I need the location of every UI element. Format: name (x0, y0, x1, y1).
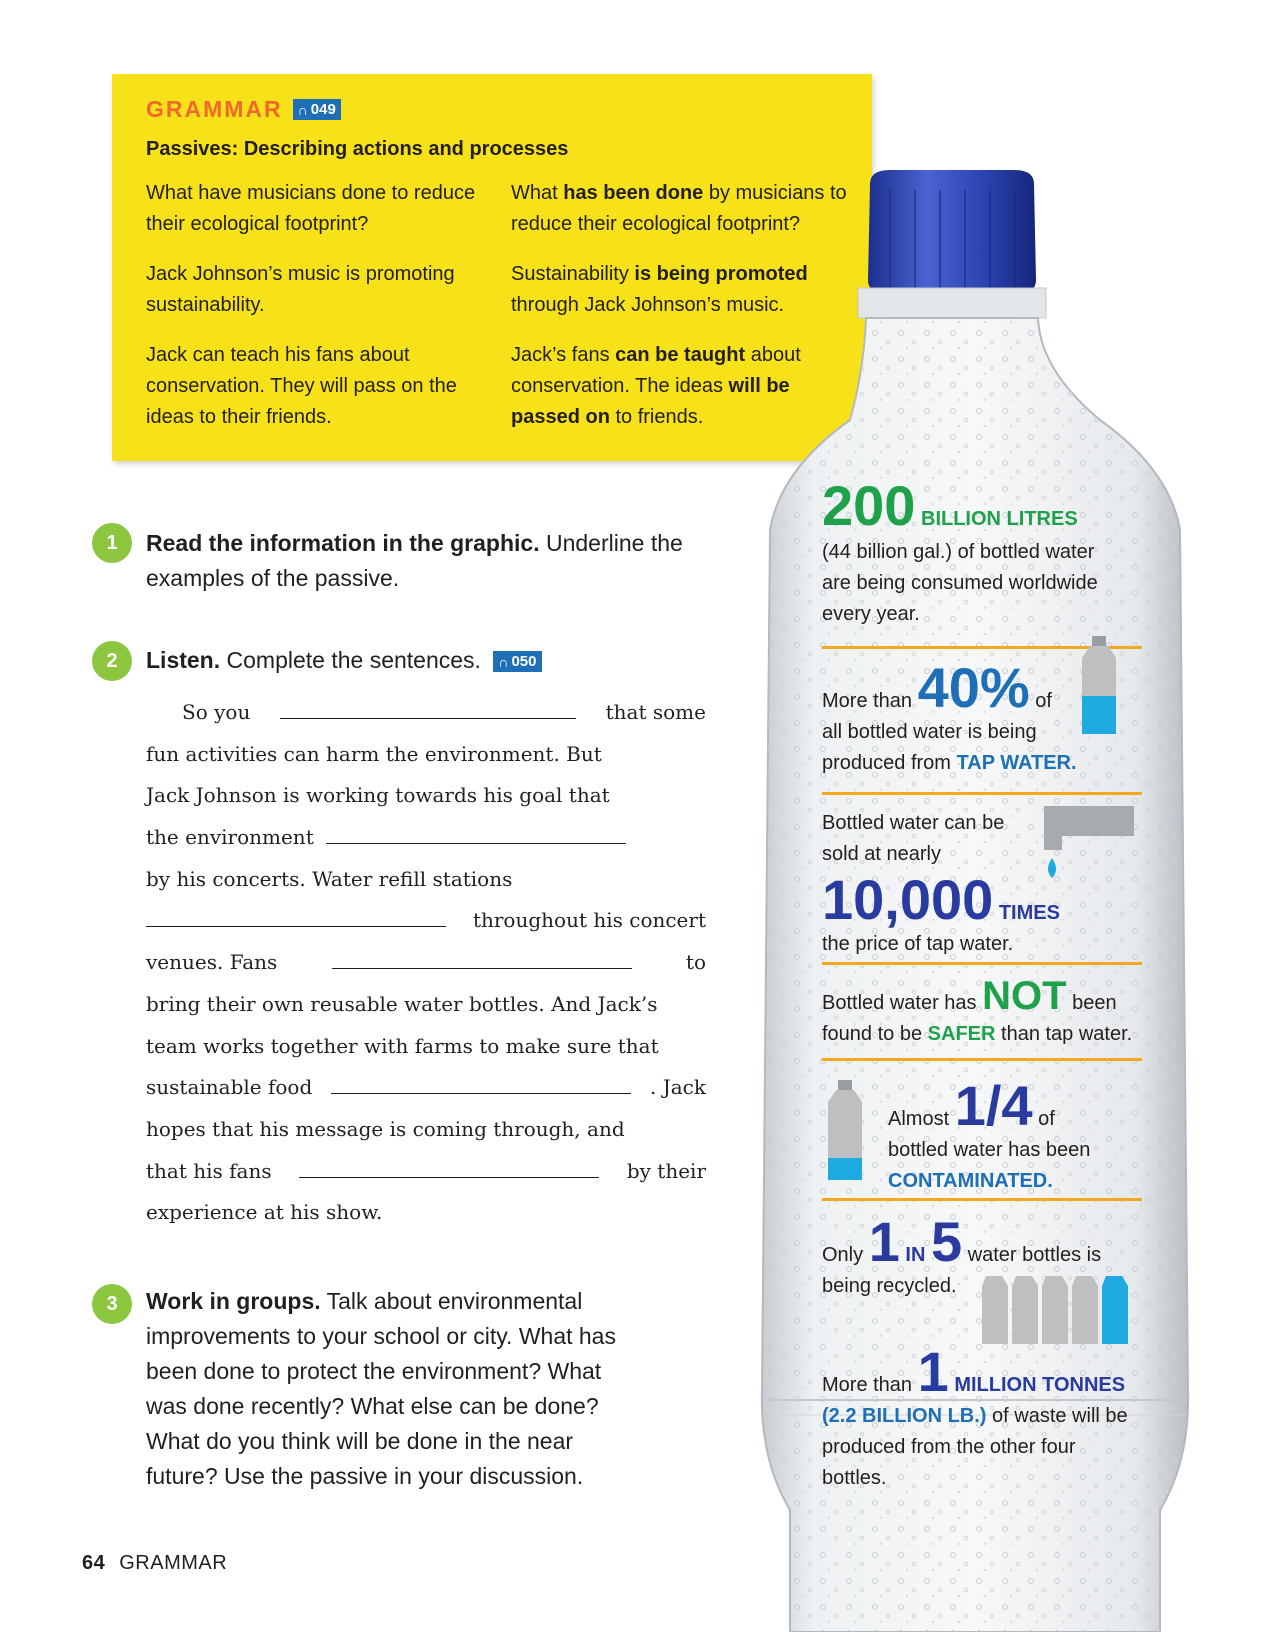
tap-icon (1034, 806, 1144, 882)
fact-recycling: Only 1 IN 5 water bottles is being recycled. (822, 1210, 1102, 1297)
activity-number: 1 (92, 523, 132, 563)
answer-blank[interactable] (280, 701, 576, 719)
separator-line (822, 1198, 1142, 1201)
fact-safety: Bottled water has NOT been found to be SAFER than tap water. (822, 974, 1133, 1045)
separator-line (822, 1058, 1142, 1061)
quarter-full-bottle-icon (826, 1080, 864, 1180)
answer-blank[interactable] (326, 826, 626, 844)
stat-number: 1/4 (954, 1074, 1033, 1137)
activity-number: 2 (92, 641, 132, 681)
answer-blank[interactable] (331, 1076, 631, 1094)
section-name: GRAMMAR (119, 1552, 228, 1574)
fact-price: Bottled water can be sold at nearly 10,000 TIMES the price of tap water. (822, 812, 1060, 955)
active-example: Jack can teach his fans about conservation. They will pass on the ideas to their friends. (146, 344, 457, 428)
grammar-title: GRAMMAR (146, 96, 283, 122)
fact-waste: More than 1 MILLION TONNES (2.2 BILLION LB.) of waste will be produced from the other four bottles. (822, 1340, 1128, 1489)
passive-example: What has been done by musicians to reduce their ecological footprint? (511, 182, 847, 235)
gap-fill-passage: So you that some fun activities can harm the environment. But Jack Johnson is working towards his goal that the environment by his concerts. Water refill stations throughout his concert venues. Fans to bring their own reusable water bottles. And Jack’s team works together with farms to make sure that sustainable food . Jack hopes that his message is coming through, and that his fans by their experience at his show. (146, 700, 706, 1225)
stat-number: 200 (822, 474, 916, 537)
activity-instruction: Listen. Complete the sentences. ∩ 050 (146, 643, 746, 678)
five-bottles-icon (982, 1268, 1132, 1344)
half-full-bottle-icon (1080, 636, 1118, 734)
answer-blank[interactable] (146, 909, 446, 927)
activity-instruction: Work in groups. Talk about environmental improvements to your school or city. What has been done to protect the environment? What was done recently? What else can be done? What do you think will be done in the near future? Use the passive in your discussion. (146, 1288, 616, 1489)
grammar-header (146, 96, 341, 123)
separator-line (822, 792, 1142, 795)
fact-tap-water: More than 40% of all bottled water is being produced from TAP WATER. (822, 656, 1077, 774)
headphones-icon: ∩ (498, 653, 509, 670)
active-examples (146, 178, 476, 452)
grammar-subtitle: Passives: Describing actions and processes (146, 138, 569, 160)
stat-number: 40% (917, 656, 1030, 719)
stat-number: 10,000 (822, 868, 994, 931)
audio-track-badge[interactable]: ∩ 050 (493, 651, 541, 672)
stat-number: 1 (868, 1210, 900, 1273)
active-example: What have musicians done to reduce their ecological footprint? (146, 182, 476, 235)
stat-number: 1 (917, 1340, 949, 1403)
passive-example: Sustainability is being promoted through Jack Johnson’s music. (511, 263, 808, 316)
separator-line (822, 962, 1142, 965)
page-number: 64 (82, 1552, 106, 1574)
audio-track-badge[interactable] (293, 99, 341, 120)
answer-blank[interactable] (299, 1160, 599, 1178)
page-footer (82, 1552, 227, 1575)
fact-consumption: 200 BILLION LITRES (44 billion gal.) of bottled water are being consumed worldwide every year. (822, 474, 1098, 625)
stat-number: NOT (982, 974, 1067, 1018)
answer-blank[interactable] (332, 951, 632, 969)
audio-track-number: 049 (310, 101, 336, 118)
stat-number: 5 (930, 1210, 963, 1273)
active-example: Jack Johnson’s music is promoting sustainability. (146, 263, 455, 316)
passive-example: Jack’s fans can be taught about conservation. The ideas will be passed on to friends. (511, 344, 801, 428)
headphones-icon: ∩ (297, 101, 308, 118)
activity-number: 3 (92, 1284, 132, 1324)
activity-instruction: Read the information in the graphic. Underline the examples of the passive. (146, 530, 683, 591)
fact-contamination: Almost 1/4 of bottled water has been CONTAMINATED. (888, 1074, 1091, 1192)
